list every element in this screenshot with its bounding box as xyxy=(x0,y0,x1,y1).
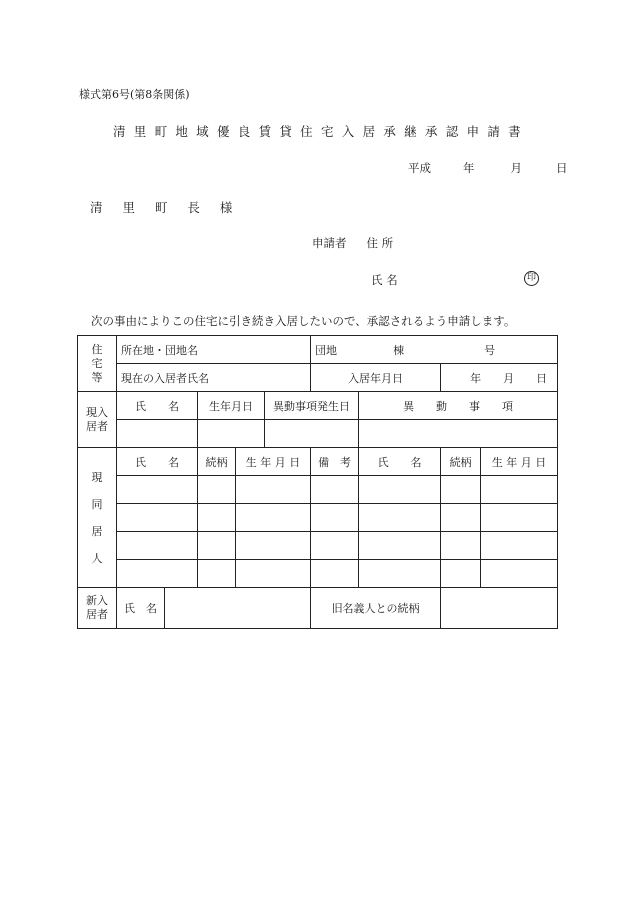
table-cell[interactable] xyxy=(441,560,481,588)
form-number: 様式第6号(第8条関係) xyxy=(79,88,190,101)
change-col: 異 動 事 項 xyxy=(359,392,558,420)
cohab-name-col-1: 氏 名 xyxy=(117,448,198,476)
housing-header: 住宅等 xyxy=(78,336,117,392)
addressee: 清 里 町 長 様 xyxy=(90,200,241,215)
date-day: 日 xyxy=(556,161,568,175)
applicant-label: 申請者 xyxy=(312,236,347,250)
table-cell[interactable] xyxy=(311,504,359,532)
seal-mark: 印 xyxy=(524,271,539,286)
table-cell[interactable] xyxy=(236,560,311,588)
applicant-name-line xyxy=(371,272,398,288)
document-title: 清里町地域優良賃貸住宅入居承継承認申請書 xyxy=(112,124,529,139)
statement: 次の事由によりこの住宅に引き続き入居したいので、承認されるよう申請します。 xyxy=(91,314,516,328)
cohab-name-col-2: 氏 名 xyxy=(359,448,441,476)
applicant-address-line xyxy=(312,235,393,251)
table-cell[interactable] xyxy=(359,504,441,532)
move-in-year: 年 xyxy=(470,371,482,385)
cohab-birth-col-1: 生 年 月 日 xyxy=(236,448,311,476)
table-cell[interactable] xyxy=(441,532,481,560)
current-birth-col: 生年月日 xyxy=(198,392,265,420)
table-cell[interactable] xyxy=(117,504,198,532)
current-resident-header: 現入居者 xyxy=(78,392,117,448)
table-cell[interactable] xyxy=(481,532,558,560)
table-cell[interactable] xyxy=(481,476,558,504)
table-cell[interactable] xyxy=(359,560,441,588)
table-cell[interactable] xyxy=(441,476,481,504)
table-cell[interactable] xyxy=(236,532,311,560)
current-name-col: 氏 名 xyxy=(117,392,198,420)
move-in-day: 日 xyxy=(536,371,548,385)
new-resident-header: 新入居者 xyxy=(78,588,117,629)
change-cell[interactable] xyxy=(359,420,558,448)
name-label: 氏 名 xyxy=(371,273,398,287)
cohab-relation-col-2: 続柄 xyxy=(441,448,481,476)
change-date-cell[interactable] xyxy=(265,420,359,448)
table-cell[interactable] xyxy=(117,532,198,560)
table-cell[interactable] xyxy=(359,476,441,504)
danchi-label: 団地 xyxy=(315,343,338,357)
cohab-remarks-col: 備 考 xyxy=(311,448,359,476)
table-cell[interactable] xyxy=(236,504,311,532)
table-cell[interactable] xyxy=(441,504,481,532)
table-cell[interactable] xyxy=(481,504,558,532)
table-cell[interactable] xyxy=(198,476,236,504)
cohab-relation-col-1: 続柄 xyxy=(198,448,236,476)
change-date-col: 異動事項発生日 xyxy=(265,392,359,420)
date-era: 平成 xyxy=(408,161,431,175)
table-cell[interactable] xyxy=(359,532,441,560)
move-in-date-label: 入居年月日 xyxy=(311,364,441,392)
current-birth-cell[interactable] xyxy=(198,420,265,448)
relation-to-old-cell[interactable] xyxy=(441,588,558,629)
table-cell[interactable] xyxy=(198,504,236,532)
move-in-date-value xyxy=(441,364,558,392)
table-cell[interactable] xyxy=(311,560,359,588)
table-cell[interactable] xyxy=(198,560,236,588)
date-month: 月 xyxy=(510,161,522,175)
table-cell[interactable] xyxy=(481,560,558,588)
application-table xyxy=(77,335,558,629)
date-line xyxy=(408,160,568,176)
move-in-month: 月 xyxy=(503,371,515,385)
number-label: 号 xyxy=(484,343,496,357)
current-name-cell[interactable] xyxy=(117,420,198,448)
cohabitants-header: 現同居人 xyxy=(78,448,117,588)
location-label: 所在地・団地名 xyxy=(117,336,311,364)
table-cell[interactable] xyxy=(311,476,359,504)
new-name-label: 氏 名 xyxy=(117,588,165,629)
table-cell[interactable] xyxy=(236,476,311,504)
relation-to-old-label: 旧名義人との続柄 xyxy=(311,588,441,629)
table-cell[interactable] xyxy=(117,560,198,588)
table-cell[interactable] xyxy=(311,532,359,560)
danchi-cell xyxy=(311,336,558,364)
date-year: 年 xyxy=(463,161,475,175)
current-resident-name-label: 現在の入居者氏名 xyxy=(117,364,311,392)
table-cell[interactable] xyxy=(198,532,236,560)
cohab-birth-col-2: 生 年 月 日 xyxy=(481,448,558,476)
building-label: 棟 xyxy=(393,343,405,357)
address-label: 住 所 xyxy=(366,236,394,250)
new-name-cell[interactable] xyxy=(165,588,311,629)
table-cell[interactable] xyxy=(117,476,198,504)
